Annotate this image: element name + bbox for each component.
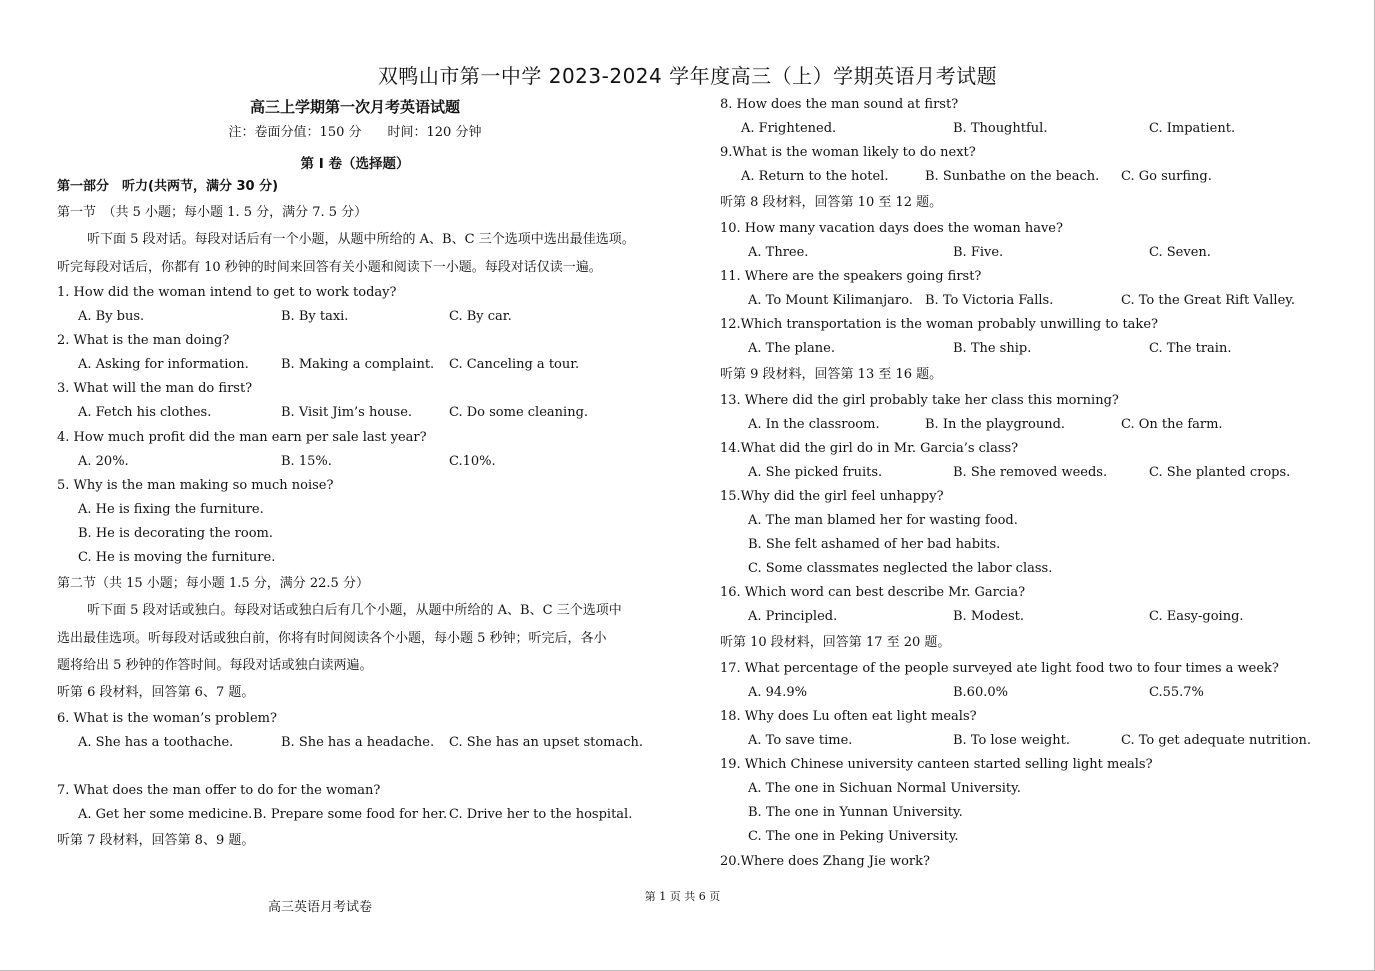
option-c: C. Easy-going. [1149,609,1244,625]
question-text: 6. What is the woman’s problem? [57,710,277,726]
instructions: 听完每段对话后，你都有 10 秒钟的时间来回答有关小题和阅读下一小题。每段对话仅读一遍。 [57,259,602,275]
option-b: B. To Victoria Falls. [925,292,1054,308]
question-text: 8. How does the man sound at first? [720,97,959,112]
question-text: 10. How many vacation days does the woman have? [720,220,1063,236]
question-text: 18. Why does Lu often eat light meals? [720,708,977,724]
instructions: 听下面 5 段对话或独白。每段对话或独白后有几个小题，从题中所给的 A、B、C 三个选项中 [87,603,622,619]
question-text: 16. Which word can best describe Mr. Garcia? [720,585,1026,601]
option-c: C. Canceling a tour. [449,357,580,373]
option-c: C. Drive her to the hospital. [449,806,633,822]
option-c: C. By car. [449,309,512,325]
option-a: A. 20%. [78,453,129,469]
option-a: A. To Mount Kilimanjaro. [748,292,913,308]
option-b: B. Modest. [953,609,1024,625]
question-text: 3. What will the man do first? [57,381,253,397]
option-b: B.60.0% [953,684,1008,700]
option-b: B. Prepare some food for her. [253,806,448,822]
blank-line [57,755,667,779]
option-a: A. In the classroom. [748,416,880,432]
options-row [720,729,1340,753]
section-heading: 第一节 （共 5 小题；每小题 1. 5 分，满分 7. 5 分） [57,205,368,221]
options-row [57,401,667,425]
main-title: 双鸭山市第一中学 2023-2024 学年度高三（上）学期英语月考试题 [377,64,998,88]
material-heading: 听第 6 段材料，回答第 6、7 题。 [57,685,255,701]
option-c: C.10%. [449,453,496,469]
option-c: C. Go surfing. [1121,169,1212,185]
material-heading: 听第 10 段材料，回答第 17 至 20 题。 [720,635,951,651]
question-text: 15.Why did the girl feel unhappy? [720,488,944,504]
options-row [720,289,1340,313]
option-c: C. The train. [1149,341,1232,357]
question-text: 7. What does the man offer to do for the woman? [57,782,381,798]
option-b: B. Making a complaint. [281,357,435,373]
option-b: B. He is decorating the room. [78,525,273,541]
options-row [720,681,1340,705]
option-b: B. Five. [953,244,1004,260]
material-heading: 听第 7 段材料，回答第 8、9 题。 [57,833,255,849]
material-heading: 听第 9 段材料，回答第 13 至 16 题。 [720,367,943,383]
section-heading: 第二节（共 15 小题；每小题 1.5 分，满分 22.5 分） [57,576,369,592]
option-a: A. He is fixing the furniture. [78,501,264,517]
right-column [720,93,1340,874]
part-heading: 第一部分 听力(共两节，满分 30 分) [57,179,279,194]
option-c: C. She planted crops. [1149,464,1291,480]
option-c: C. Some classmates neglected the labor class. [748,561,1053,577]
option-c: C. Do some cleaning. [449,405,589,421]
option-b: B. Sunbathe on the beach. [925,169,1100,185]
instructions: 题将给出 5 秒钟的作答时间。每段对话或独白读两遍。 [57,658,373,673]
question-text: 19. Which Chinese university canteen started selling light meals? [720,757,1153,773]
question-text: 4. How much profit did the man earn per sale last year? [57,429,427,445]
options-row [57,731,667,755]
option-c: C. To get adequate nutrition. [1121,733,1312,749]
question-text: 17. What percentage of the people surveyed ate light food two to four times a week? [720,660,1279,676]
option-a: A. Asking for information. [78,357,249,373]
question-text: 2. What is the man doing? [57,333,230,349]
option-b: B. By taxi. [281,309,349,325]
option-a: A. She has a toothache. [78,734,234,750]
option-b: B. In the playground. [925,416,1066,432]
options-row [720,337,1340,361]
option-b: B. Thoughtful. [953,121,1048,137]
option-a: A. Three. [748,244,809,260]
option-c: C. On the farm. [1121,416,1223,432]
options-row [57,353,667,377]
option-a: A. The plane. [748,341,835,357]
option-c: C. To the Great Rift Valley. [1121,292,1296,308]
options-row [57,450,667,474]
option-a: A. 94.9% [748,684,807,700]
option-c: C. Seven. [1149,244,1211,260]
left-column [57,175,667,854]
instructions: 听下面 5 段对话。每段对话后有一个小题，从题中所给的 A、B、C 三个选项中选出最佳选项。 [87,232,635,248]
options-row [720,413,1340,437]
option-b: B. The ship. [953,341,1032,357]
question-text: 11. Where are the speakers going first? [720,268,982,284]
option-a: A. The man blamed her for wasting food. [748,513,1018,528]
option-c: C. The one in Peking University. [748,829,959,845]
question-text: 14.What did the girl do in Mr. Garcia’s class? [720,440,1019,456]
option-a: A. By bus. [78,309,145,325]
option-a: A. Principled. [748,609,838,625]
options-row [720,165,1340,189]
options-row [720,117,1340,141]
question-text: 20.Where does Zhang Jie work? [720,853,930,869]
option-c: C. He is moving the furniture. [78,550,276,566]
exam-note: 注：卷面分值：150 分 时间：120 分钟 [228,125,482,140]
page-number: 第 1 页 共 6 页 [644,890,721,903]
option-b: B. She has a headache. [281,734,435,750]
sub-title: 高三上学期第一次月考英语试题 [249,98,460,116]
question-text: 12.Which transportation is the woman probably unwilling to take? [720,317,1158,333]
option-c: C. She has an upset stomach. [449,734,644,750]
option-a: A. She picked fruits. [748,464,883,480]
option-a: A. To save time. [748,733,853,749]
question-text: 13. Where did the girl probably take her class this morning? [720,392,1119,408]
option-a: A. The one in Sichuan Normal University. [748,781,1021,797]
material-heading: 听第 8 段材料，回答第 10 至 12 题。 [720,195,943,211]
option-a: A. Fetch his clothes. [78,405,212,421]
option-c: C. Impatient. [1149,121,1236,137]
footer-label: 高三英语月考试卷 [268,900,373,915]
instructions: 选出最佳选项。听每段对话或独白前，你将有时间阅读各个小题，每小题 5 秒钟；听完后，各小 [57,630,607,646]
options-row [720,461,1340,485]
option-c: C.55.7% [1149,684,1204,700]
option-b: B. She felt ashamed of her bad habits. [748,537,1001,553]
options-row [720,605,1340,629]
option-a: A. Get her some medicine. [78,806,253,822]
volume-title: 第 Ⅰ 卷（选择题） [300,156,410,172]
option-b: B. To lose weight. [953,733,1070,749]
options-row [720,241,1340,265]
option-a: A. Return to the hotel. [741,169,889,185]
option-b: B. The one in Yunnan University. [748,805,963,821]
option-b: B. Visit Jim’s house. [281,405,413,421]
option-a: A. Frightened. [741,121,837,137]
question-text: 9.What is the woman likely to do next? [720,145,976,161]
options-row [57,803,667,827]
option-b: B. She removed weeds. [953,464,1108,480]
options-row [57,305,667,329]
question-text: 1. How did the woman intend to get to work today? [57,284,397,300]
question-text: 5. Why is the man making so much noise? [57,477,334,493]
option-b: B. 15%. [281,453,332,469]
